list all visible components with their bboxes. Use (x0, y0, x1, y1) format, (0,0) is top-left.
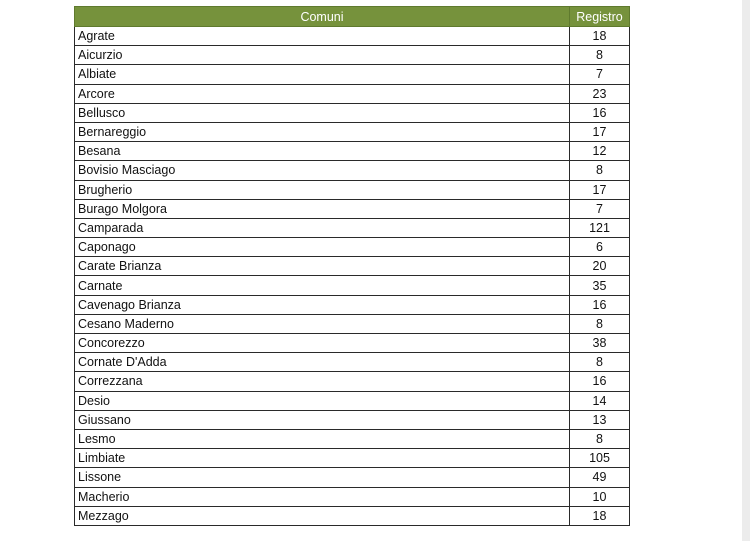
comune-name-cell: Giussano (75, 410, 570, 429)
registro-value-cell: 8 (570, 429, 630, 448)
registro-value-cell: 23 (570, 84, 630, 103)
table-row (75, 84, 630, 103)
table-row (75, 46, 630, 65)
table-row (75, 180, 630, 199)
registro-value-cell: 17 (570, 180, 630, 199)
table-row (75, 295, 630, 314)
registro-value-cell: 121 (570, 218, 630, 237)
comune-name-cell: Cornate D'Adda (75, 353, 570, 372)
registro-value-cell: 49 (570, 468, 630, 487)
table-row (75, 238, 630, 257)
comune-name-cell: Albiate (75, 65, 570, 84)
table-row (75, 334, 630, 353)
comune-name-cell: Mezzago (75, 506, 570, 525)
comune-name-cell: Carate Brianza (75, 257, 570, 276)
table-row (75, 372, 630, 391)
comune-name-cell: Aicurzio (75, 46, 570, 65)
registro-value-cell: 6 (570, 238, 630, 257)
table-row (75, 506, 630, 525)
table-row (75, 468, 630, 487)
registro-value-cell: 35 (570, 276, 630, 295)
comune-name-cell: Caponago (75, 238, 570, 257)
registro-value-cell: 38 (570, 334, 630, 353)
comuni-registro-table (74, 6, 630, 526)
table-row (75, 353, 630, 372)
comune-name-cell: Agrate (75, 27, 570, 46)
registro-value-cell: 10 (570, 487, 630, 506)
registro-value-cell: 7 (570, 199, 630, 218)
comune-name-cell: Correzzana (75, 372, 570, 391)
registro-value-cell: 17 (570, 122, 630, 141)
table-row (75, 410, 630, 429)
table-row (75, 257, 630, 276)
registro-value-cell: 16 (570, 103, 630, 122)
registro-value-cell: 105 (570, 449, 630, 468)
registro-value-cell: 13 (570, 410, 630, 429)
viewer-background (742, 0, 750, 541)
comune-name-cell: Concorezzo (75, 334, 570, 353)
header-registro: Registro (570, 7, 630, 27)
table-row (75, 199, 630, 218)
table-row (75, 391, 630, 410)
registro-value-cell: 16 (570, 372, 630, 391)
comune-name-cell: Limbiate (75, 449, 570, 468)
registro-value-cell: 8 (570, 161, 630, 180)
comune-name-cell: Arcore (75, 84, 570, 103)
registro-value-cell: 18 (570, 27, 630, 46)
table-row (75, 314, 630, 333)
registro-value-cell: 8 (570, 46, 630, 65)
comune-name-cell: Brugherio (75, 180, 570, 199)
registro-value-cell: 16 (570, 295, 630, 314)
table-row (75, 27, 630, 46)
comune-name-cell: Bellusco (75, 103, 570, 122)
comune-name-cell: Cavenago Brianza (75, 295, 570, 314)
registro-value-cell: 7 (570, 65, 630, 84)
table-row (75, 218, 630, 237)
comune-name-cell: Camparada (75, 218, 570, 237)
comune-name-cell: Burago Molgora (75, 199, 570, 218)
comune-name-cell: Bovisio Masciago (75, 161, 570, 180)
table-row (75, 65, 630, 84)
table-row (75, 276, 630, 295)
registro-value-cell: 12 (570, 142, 630, 161)
table-row (75, 487, 630, 506)
comune-name-cell: Besana (75, 142, 570, 161)
registro-value-cell: 8 (570, 353, 630, 372)
comune-name-cell: Macherio (75, 487, 570, 506)
comune-name-cell: Carnate (75, 276, 570, 295)
comune-name-cell: Cesano Maderno (75, 314, 570, 333)
registro-value-cell: 14 (570, 391, 630, 410)
registro-value-cell: 18 (570, 506, 630, 525)
registro-value-cell: 20 (570, 257, 630, 276)
table-header-row (75, 7, 630, 27)
comune-name-cell: Desio (75, 391, 570, 410)
table-row (75, 103, 630, 122)
comune-name-cell: Bernareggio (75, 122, 570, 141)
header-comuni: Comuni (75, 7, 570, 27)
table-row (75, 142, 630, 161)
comune-name-cell: Lesmo (75, 429, 570, 448)
table-row (75, 429, 630, 448)
comune-name-cell: Lissone (75, 468, 570, 487)
table-row (75, 161, 630, 180)
table-row (75, 449, 630, 468)
registro-value-cell: 8 (570, 314, 630, 333)
table-row (75, 122, 630, 141)
